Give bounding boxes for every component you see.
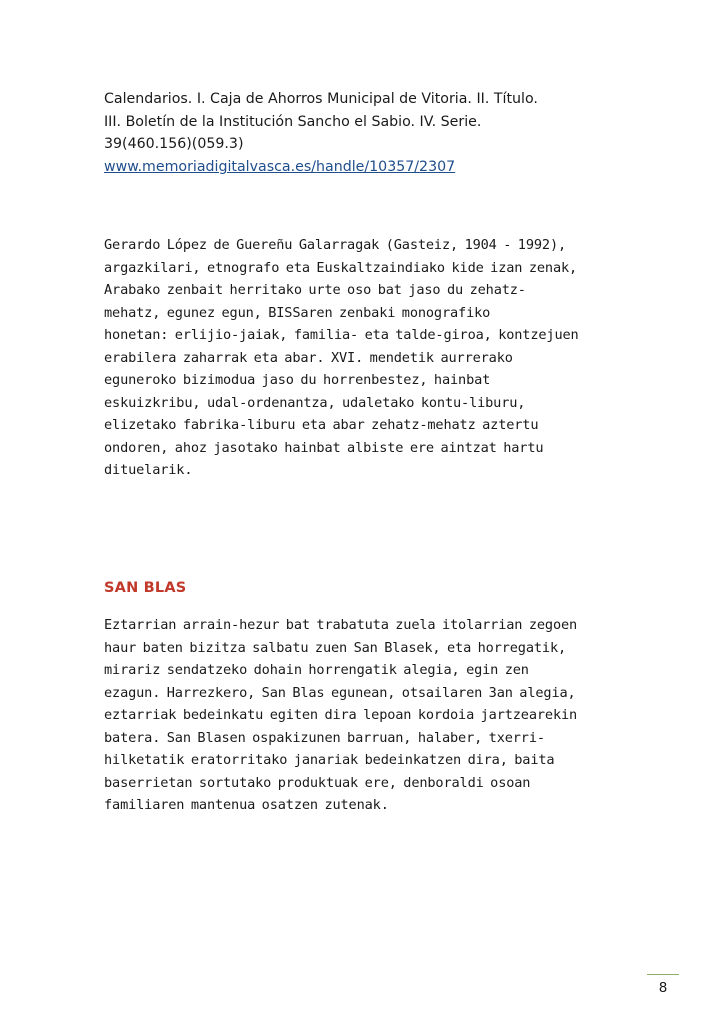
- intro-paragraph: Gerardo López de Guereñu Galarragak (Gasteiz, 1904 - 1992), argazkilari, etnografo eta Euskaltzaindiako kide izan zenak, Arabako zenbait herritako urte oso bat jaso du zehatz- mehatz, egunez egun, BISSaren zenbaki monografiko honetan: erlijio-jaiak, familia- eta talde-giroa, kontzejuen erabilera zaharrak eta abar. XVI. mendetik aurrerako eguneroko bizimodua jaso du horrenbestez, hainbat eskuizkribu, udal-ordenantza, udaletako kontu-liburu, elizetako fabrika-liburu eta abar zehatz-mehatz aztertu ondoren, ahoz jasotako hainbat albiste ere aintzat hartu dituelarik.: [104, 237, 579, 478]
- footer-rule: [647, 974, 679, 975]
- san-blas-paragraph: Eztarrian arrain-hezur bat trabatuta zuela itolarrian zegoen haur baten bizitza salbatu zuen San Blasek, eta horregatik, mirariz sendatzeko dohain horrengatik alegia, egin zen ezagun. Harrezkero, San Blas egunean, otsailaren 3an alegia, eztarriak bedeinkatu egiten dira lepoan kordoia jartzearekin batera. San Blasen ospakizunen barruan, halaber, txerri- hilketatik eratorritako janariak bedeinkatzen dira, baita baserrietan sortutako produktuak ere, denboraldi osoan familiaren mantenua osatzen zutenak.: [104, 617, 578, 813]
- catalog-line-3: 39(460.156)(059.3): [104, 136, 244, 153]
- page-number: 8: [658, 980, 668, 996]
- catalog-line-2: III. Boletín de la Institución Sancho el Sabio. IV. Serie.: [104, 113, 482, 130]
- section-heading: SAN BLAS: [104, 580, 187, 596]
- repository-link[interactable]: www.memoriadigitalvasca.es/handle/10357/2307: [104, 158, 456, 175]
- catalog-record: [104, 88, 624, 178]
- catalog-line-1: Calendarios. I. Caja de Ahorros Municipal de Vitoria. II. Título.: [104, 91, 538, 107]
